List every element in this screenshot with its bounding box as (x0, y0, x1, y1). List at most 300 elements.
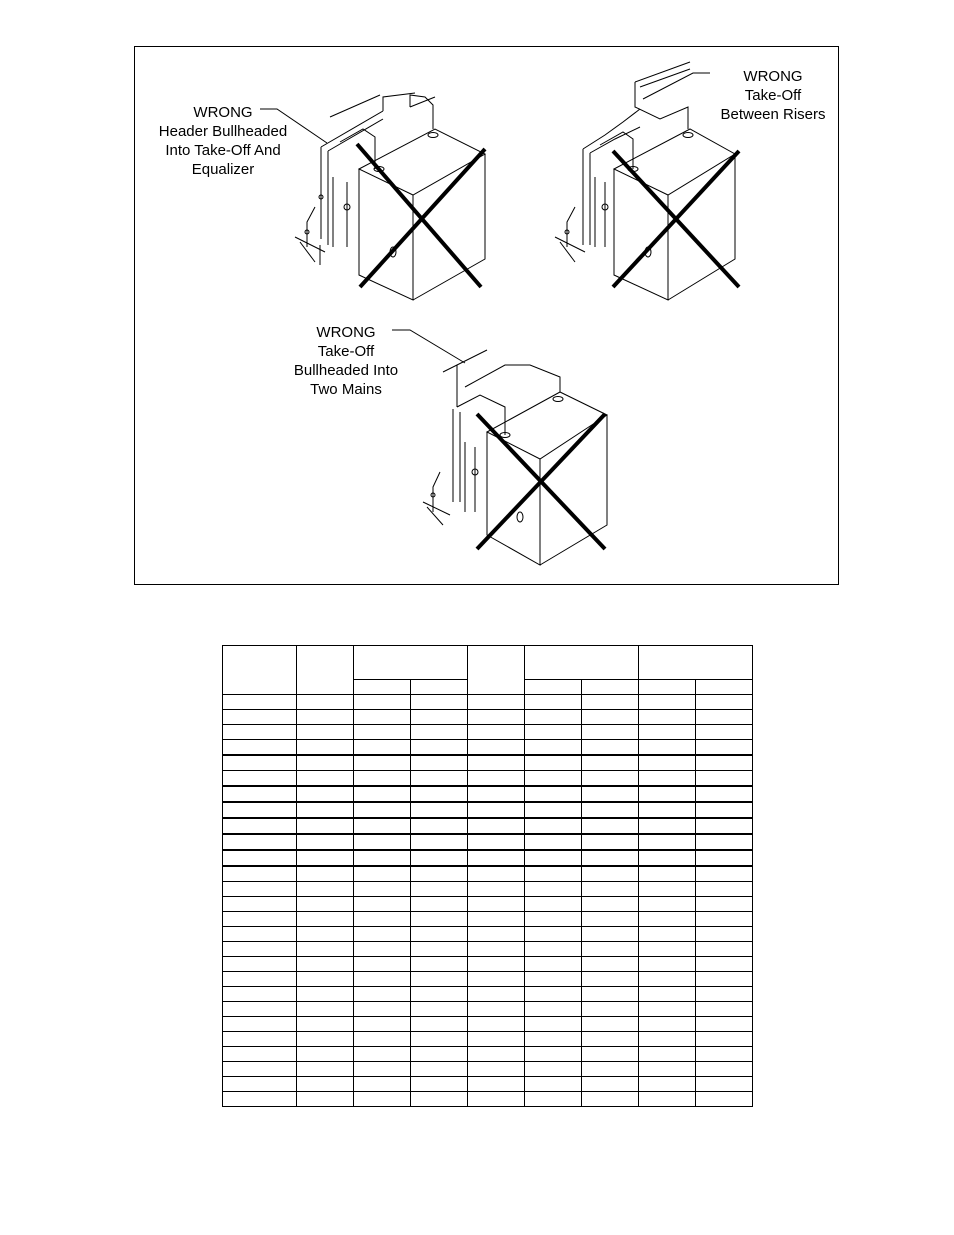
table-cell (223, 1017, 297, 1032)
table-cell (696, 1047, 753, 1062)
table-cell (525, 942, 582, 957)
table-header-row (223, 646, 753, 680)
table-cell (223, 1032, 297, 1047)
table-row (223, 740, 753, 756)
table-cell (696, 1017, 753, 1032)
table-cell (468, 786, 525, 802)
table-row (223, 957, 753, 972)
table-cell (223, 771, 297, 787)
table-cell (525, 802, 582, 818)
table-cell (297, 1017, 354, 1032)
table-cell (525, 771, 582, 787)
label-a-line-1: WRONG (193, 104, 253, 121)
table-cell (297, 882, 354, 897)
table-cell (223, 786, 297, 802)
table-cell (525, 1077, 582, 1092)
label-takeoff-between-risers (709, 67, 837, 124)
table-cell (639, 912, 696, 927)
table-cell (525, 786, 582, 802)
table-cell (223, 695, 297, 710)
table-cell (582, 850, 639, 866)
table-cell (468, 1092, 525, 1107)
table-cell (411, 755, 468, 771)
table-row (223, 987, 753, 1002)
table-cell (354, 927, 411, 942)
table-cell (639, 802, 696, 818)
table-cell (525, 710, 582, 725)
table-row (223, 866, 753, 882)
table-cell (525, 912, 582, 927)
table-cell (468, 957, 525, 972)
table-cell (582, 725, 639, 740)
table-cell (354, 850, 411, 866)
table-cell (696, 882, 753, 897)
table-cell (354, 802, 411, 818)
table-cell (297, 957, 354, 972)
table-cell (223, 987, 297, 1002)
table-cell (223, 942, 297, 957)
table-cell (468, 912, 525, 927)
table-cell (223, 834, 297, 850)
table-cell (223, 1077, 297, 1092)
table-cell (525, 866, 582, 882)
table-cell (297, 850, 354, 866)
table-cell (411, 1092, 468, 1107)
table-cell (411, 1077, 468, 1092)
table-cell (411, 882, 468, 897)
label-b-line-2: Take-Off (744, 87, 802, 104)
table-cell (696, 897, 753, 912)
table-cell (297, 710, 354, 725)
table-cell (696, 866, 753, 882)
table-cell (582, 786, 639, 802)
table-cell (639, 695, 696, 710)
table-row (223, 834, 753, 850)
table-cell (411, 897, 468, 912)
table-cell (297, 912, 354, 927)
table-cell (468, 771, 525, 787)
table-cell (582, 1092, 639, 1107)
table-cell (468, 1047, 525, 1062)
table-cell (582, 866, 639, 882)
subheader-cell (525, 680, 582, 695)
table-cell (639, 786, 696, 802)
table-cell (354, 834, 411, 850)
table-cell (411, 987, 468, 1002)
table-cell (582, 771, 639, 787)
header-group-cell (639, 646, 753, 680)
table-cell (582, 1002, 639, 1017)
table-cell (582, 987, 639, 1002)
table-cell (297, 802, 354, 818)
table-row (223, 927, 753, 942)
table-cell (639, 866, 696, 882)
table-cell (223, 866, 297, 882)
table-cell (354, 710, 411, 725)
table-cell (696, 695, 753, 710)
table-cell (525, 818, 582, 834)
boiler-a (359, 129, 485, 300)
table-cell (297, 818, 354, 834)
table-cell (696, 912, 753, 927)
table-cell (297, 1047, 354, 1062)
table-cell (582, 1077, 639, 1092)
table-cell (223, 802, 297, 818)
header-group-cell (354, 646, 468, 680)
table-cell (411, 957, 468, 972)
table-cell (411, 725, 468, 740)
table-cell (525, 755, 582, 771)
table-row (223, 802, 753, 818)
table-cell (696, 834, 753, 850)
table-cell (297, 725, 354, 740)
leader-b (643, 73, 710, 99)
table-cell (223, 710, 297, 725)
label-b-line-1: WRONG (743, 68, 803, 85)
table-row (223, 710, 753, 725)
table-cell (582, 695, 639, 710)
table-cell (411, 1062, 468, 1077)
label-b-line-3: Between Risers (720, 106, 826, 123)
table-cell (354, 987, 411, 1002)
table-cell (582, 897, 639, 912)
table-cell (468, 927, 525, 942)
table-cell (696, 927, 753, 942)
table-cell (297, 866, 354, 882)
table-cell (411, 695, 468, 710)
table-cell (354, 1017, 411, 1032)
table-cell (297, 1002, 354, 1017)
table-cell (223, 755, 297, 771)
figure-frame (134, 46, 839, 585)
table-cell (639, 942, 696, 957)
label-c-line-2: Take-Off (317, 343, 375, 360)
table-cell (411, 972, 468, 987)
table-cell (468, 710, 525, 725)
table-cell (582, 818, 639, 834)
label-a-line-2: Header Bullheaded (158, 123, 288, 140)
table-cell (354, 740, 411, 756)
table-cell (468, 755, 525, 771)
table-cell (525, 897, 582, 912)
table-cell (582, 1047, 639, 1062)
table-cell (639, 882, 696, 897)
table-cell (411, 740, 468, 756)
table-cell (582, 927, 639, 942)
table-cell (525, 1047, 582, 1062)
table-row (223, 942, 753, 957)
table-cell (639, 1077, 696, 1092)
table-cell (297, 834, 354, 850)
table-cell (582, 802, 639, 818)
table-cell (468, 1062, 525, 1077)
label-a-line-4: Equalizer (191, 161, 255, 178)
table-cell (639, 1032, 696, 1047)
table-cell (639, 1047, 696, 1062)
table-cell (525, 927, 582, 942)
table-cell (525, 1062, 582, 1077)
table-row (223, 1062, 753, 1077)
table-cell (696, 1077, 753, 1092)
table-cell (639, 771, 696, 787)
table-cell (297, 897, 354, 912)
table-cell (468, 834, 525, 850)
label-header-bullheaded (141, 103, 305, 179)
table-cell (411, 771, 468, 787)
table-cell (354, 1047, 411, 1062)
table-row (223, 695, 753, 710)
table-cell (411, 834, 468, 850)
subheader-cell (582, 680, 639, 695)
table-cell (696, 850, 753, 866)
table-cell (354, 912, 411, 927)
cross-c (477, 414, 605, 549)
table-cell (354, 897, 411, 912)
table-cell (354, 1077, 411, 1092)
table-cell (696, 725, 753, 740)
table-grid (222, 645, 753, 1107)
table-cell (468, 802, 525, 818)
table-cell (639, 818, 696, 834)
table-row (223, 882, 753, 897)
table-cell (411, 802, 468, 818)
table-cell (639, 927, 696, 942)
table-cell (639, 957, 696, 972)
table-cell (354, 755, 411, 771)
table-cell (411, 912, 468, 927)
table-cell (297, 927, 354, 942)
table-cell (223, 1092, 297, 1107)
table-cell (639, 755, 696, 771)
table-cell (582, 957, 639, 972)
table-cell (354, 957, 411, 972)
table-cell (639, 897, 696, 912)
table-cell (411, 710, 468, 725)
table-cell (582, 972, 639, 987)
table-row (223, 771, 753, 787)
table-cell (582, 942, 639, 957)
table-cell (354, 1032, 411, 1047)
table-cell (468, 1077, 525, 1092)
table-cell (696, 1092, 753, 1107)
header-cell (297, 646, 354, 695)
table-row (223, 912, 753, 927)
table-row (223, 1077, 753, 1092)
table-cell (696, 740, 753, 756)
table-cell (223, 897, 297, 912)
table-cell (582, 740, 639, 756)
table-cell (639, 1002, 696, 1017)
table-cell (297, 755, 354, 771)
table-cell (354, 818, 411, 834)
table-cell (223, 927, 297, 942)
table-cell (639, 1062, 696, 1077)
table-cell (354, 1092, 411, 1107)
table-cell (223, 912, 297, 927)
table-cell (223, 818, 297, 834)
table-cell (639, 987, 696, 1002)
table-row (223, 897, 753, 912)
header-group-cell (525, 646, 639, 680)
table-cell (297, 740, 354, 756)
subheader-cell (639, 680, 696, 695)
table-cell (696, 972, 753, 987)
table-cell (468, 882, 525, 897)
table-cell (582, 912, 639, 927)
table-cell (696, 755, 753, 771)
table-cell (696, 802, 753, 818)
table-row (223, 850, 753, 866)
table-cell (525, 1002, 582, 1017)
table-cell (354, 771, 411, 787)
table-cell (297, 942, 354, 957)
table-cell (468, 740, 525, 756)
table-cell (525, 850, 582, 866)
table-cell (411, 1032, 468, 1047)
table-row (223, 755, 753, 771)
table-cell (525, 882, 582, 897)
table-cell (525, 1032, 582, 1047)
table-cell (525, 695, 582, 710)
table-cell (354, 1062, 411, 1077)
table-cell (223, 1002, 297, 1017)
table-cell (223, 957, 297, 972)
table-cell (297, 786, 354, 802)
subheader-cell (696, 680, 753, 695)
table-cell (582, 755, 639, 771)
table-row (223, 725, 753, 740)
table-row (223, 818, 753, 834)
table-row (223, 972, 753, 987)
table-cell (297, 1062, 354, 1077)
table-cell (582, 710, 639, 725)
table-cell (223, 1062, 297, 1077)
table-cell (525, 957, 582, 972)
table-cell (468, 1002, 525, 1017)
label-takeoff-bullheaded-mains (281, 323, 411, 399)
table-row (223, 1092, 753, 1107)
subheader-cell (354, 680, 411, 695)
table-cell (696, 771, 753, 787)
table-cell (411, 942, 468, 957)
table-cell (297, 987, 354, 1002)
table-cell (411, 927, 468, 942)
label-c-line-4: Two Mains (310, 381, 382, 398)
table-cell (696, 987, 753, 1002)
table-cell (639, 1017, 696, 1032)
table-cell (696, 1002, 753, 1017)
table-cell (411, 818, 468, 834)
table-cell (639, 710, 696, 725)
table-cell (696, 957, 753, 972)
table-cell (468, 972, 525, 987)
table-cell (223, 850, 297, 866)
table-cell (696, 786, 753, 802)
table-cell (468, 818, 525, 834)
table-cell (639, 834, 696, 850)
table-cell (582, 1017, 639, 1032)
blank-data-table (222, 645, 753, 1107)
table-cell (468, 1017, 525, 1032)
table-cell (223, 725, 297, 740)
table-cell (354, 866, 411, 882)
table-cell (223, 1047, 297, 1062)
table-cell (297, 1032, 354, 1047)
table-cell (525, 834, 582, 850)
table-cell (525, 987, 582, 1002)
table-cell (468, 942, 525, 957)
header-cell (223, 646, 297, 695)
table-cell (525, 1017, 582, 1032)
table-cell (354, 695, 411, 710)
table-cell (639, 850, 696, 866)
table-cell (639, 1092, 696, 1107)
label-c-line-1: WRONG (316, 324, 376, 341)
table-cell (354, 942, 411, 957)
table-cell (411, 866, 468, 882)
table-cell (468, 866, 525, 882)
table-cell (354, 725, 411, 740)
label-c-line-3: Bullheaded Into (293, 362, 399, 379)
table-cell (696, 942, 753, 957)
header-cell (468, 646, 525, 695)
table-cell (582, 834, 639, 850)
table-cell (223, 882, 297, 897)
table-cell (297, 771, 354, 787)
table-cell (354, 1002, 411, 1017)
table-row (223, 786, 753, 802)
piping-a (295, 93, 435, 265)
table-row (223, 1032, 753, 1047)
table-cell (411, 1002, 468, 1017)
table-cell (223, 972, 297, 987)
table-cell (297, 1092, 354, 1107)
table-cell (525, 725, 582, 740)
table-cell (696, 1032, 753, 1047)
table-cell (297, 695, 354, 710)
table-cell (639, 725, 696, 740)
label-a-line-3: Into Take-Off And (165, 142, 281, 159)
table-row (223, 1002, 753, 1017)
table-cell (468, 987, 525, 1002)
cross-b (613, 151, 739, 287)
table-cell (696, 1062, 753, 1077)
table-row (223, 1047, 753, 1062)
table-cell (223, 740, 297, 756)
table-cell (639, 972, 696, 987)
table-cell (297, 972, 354, 987)
table-cell (696, 818, 753, 834)
table-cell (411, 1047, 468, 1062)
table-cell (582, 1032, 639, 1047)
table-cell (468, 695, 525, 710)
table-cell (468, 725, 525, 740)
table-cell (354, 786, 411, 802)
subheader-cell (411, 680, 468, 695)
table-cell (468, 850, 525, 866)
table-cell (639, 740, 696, 756)
table-cell (354, 882, 411, 897)
table-cell (582, 1062, 639, 1077)
table-cell (525, 972, 582, 987)
table-cell (696, 710, 753, 725)
piping-c (423, 350, 560, 525)
table-cell (411, 850, 468, 866)
table-cell (525, 1092, 582, 1107)
table-cell (297, 1077, 354, 1092)
table-cell (411, 786, 468, 802)
table-cell (468, 897, 525, 912)
